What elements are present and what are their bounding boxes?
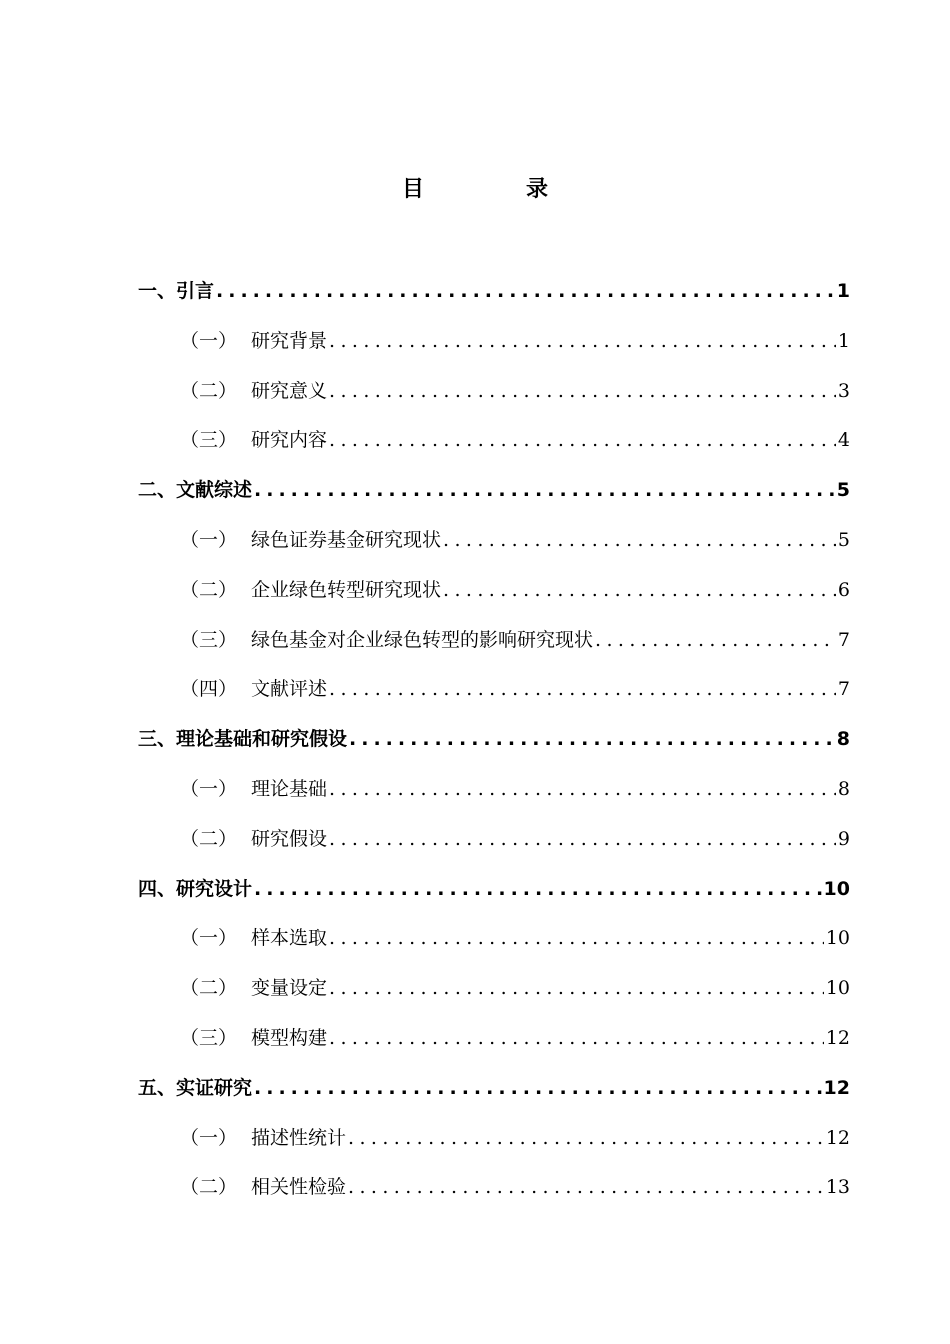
toc-entry-number: （一） (180, 528, 238, 551)
toc-entry-page-number: 12 (823, 1076, 850, 1099)
toc-entry-text: 企业绿色转型研究现状 (251, 578, 442, 601)
toc-entry-text: 绿色证券基金研究现状 (251, 528, 442, 551)
toc-section-entry[interactable] (138, 972, 850, 1022)
toc-entry-page-number: 1 (837, 329, 850, 352)
toc-entry-number: （一） (180, 329, 238, 352)
toc-entry-number: （二） (180, 379, 238, 402)
toc-section-entry[interactable] (138, 673, 850, 723)
toc-entry-number: （二） (180, 578, 238, 601)
toc-section-entry[interactable] (138, 424, 850, 474)
toc-entry-text: 模型构建 (251, 1026, 328, 1049)
dot-leader (254, 873, 822, 905)
toc-entry-number: （一） (180, 1126, 238, 1149)
toc-section-entry[interactable] (138, 823, 850, 873)
toc-entry-number: （四） (180, 678, 238, 701)
toc-entry-number: （三） (180, 1026, 238, 1049)
dot-leader (349, 723, 835, 755)
toc-entry-page-number: 5 (837, 528, 850, 551)
toc-entry-label (180, 424, 327, 456)
dot-leader (216, 275, 835, 307)
toc-entry-page-number: 12 (825, 1126, 850, 1149)
toc-entry-label (180, 325, 327, 357)
toc-entry-text: 绿色基金对企业绿色转型的影响研究现状 (251, 628, 594, 651)
toc-entry-number: （二） (180, 1176, 238, 1199)
toc-section-entry[interactable] (138, 524, 850, 574)
toc-entry-number: （一） (180, 927, 238, 950)
dot-leader (329, 1022, 824, 1054)
toc-entry-number: （二） (180, 827, 238, 850)
dot-leader (329, 375, 836, 407)
toc-entry-text: 相关性检验 (251, 1176, 347, 1199)
toc-entry-text: 一、引言 (138, 280, 215, 302)
toc-entry-label (138, 474, 252, 506)
toc-section-entry[interactable] (138, 375, 850, 425)
toc-entry-page-number: 4 (837, 429, 850, 452)
toc-chapter-entry[interactable] (138, 474, 850, 524)
toc-entry-text: 变量设定 (251, 977, 328, 1000)
toc-entry-text: 研究意义 (251, 379, 328, 402)
toc-list (138, 275, 850, 1221)
toc-entry-page-number: 10 (823, 877, 850, 900)
toc-chapter-entry[interactable] (138, 275, 850, 325)
toc-entry-page-number: 1 (836, 280, 850, 302)
toc-entry-page-number: 10 (825, 927, 850, 950)
toc-entry-text: 研究假设 (251, 827, 328, 850)
toc-entry-page-number: 10 (825, 977, 850, 1000)
dot-leader (329, 773, 836, 805)
toc-entry-text: 二、文献综述 (138, 479, 253, 502)
toc-entry-label (138, 873, 252, 905)
toc-entry-text: 研究背景 (251, 329, 328, 352)
toc-section-entry[interactable] (138, 1122, 850, 1172)
toc-chapter-entry[interactable] (138, 723, 850, 773)
toc-entry-label (180, 972, 327, 1004)
toc-entry-text: 四、研究设计 (138, 877, 253, 900)
toc-entry-label (180, 922, 327, 954)
toc-entry-label (138, 723, 347, 755)
dot-leader (329, 972, 824, 1004)
toc-entry-page-number: 8 (837, 777, 850, 800)
toc-entry-number: （二） (180, 977, 238, 1000)
toc-entry-label (180, 773, 327, 805)
toc-entry-number: （一） (180, 777, 238, 800)
toc-entry-page-number: 6 (837, 578, 850, 601)
toc-section-entry[interactable] (138, 773, 850, 823)
dot-leader (329, 823, 836, 855)
toc-entry-label (180, 823, 327, 855)
toc-entry-label (180, 1171, 346, 1203)
toc-entry-page-number: 5 (836, 479, 850, 502)
toc-section-entry[interactable] (138, 1171, 850, 1221)
toc-entry-page-number: 3 (837, 379, 850, 402)
toc-entry-text: 文献评述 (251, 678, 328, 701)
toc-section-entry[interactable] (138, 1022, 850, 1072)
toc-entry-label (180, 375, 327, 407)
toc-entry-page-number: 9 (837, 827, 850, 850)
toc-section-entry[interactable] (138, 325, 850, 375)
toc-entry-label (138, 1072, 252, 1104)
toc-title: 目 录 (401, 177, 588, 202)
toc-entry-text: 研究内容 (251, 429, 328, 452)
toc-entry-text: 描述性统计 (251, 1126, 347, 1149)
toc-entry-number: （三） (180, 628, 238, 651)
toc-entry-text: 样本选取 (251, 927, 328, 950)
dot-leader (443, 524, 836, 556)
toc-entry-page-number: 8 (836, 728, 850, 751)
toc-entry-page-number: 7 (837, 678, 850, 701)
toc-entry-text: 五、实证研究 (138, 1076, 253, 1099)
toc-entry-label (180, 1022, 327, 1054)
dot-leader (329, 424, 836, 456)
toc-entry-number: （三） (180, 429, 238, 452)
toc-entry-label (180, 624, 593, 656)
dot-leader (329, 922, 824, 954)
toc-entry-page-number: 12 (825, 1026, 850, 1049)
toc-entry-page-number: 7 (837, 628, 850, 651)
dot-leader (254, 1072, 822, 1104)
dot-leader (595, 624, 836, 656)
toc-section-entry[interactable] (138, 624, 850, 674)
dot-leader (443, 574, 836, 606)
toc-entry-page-number: 13 (825, 1176, 850, 1199)
dot-leader (329, 673, 836, 705)
toc-section-entry[interactable] (138, 922, 850, 972)
dot-leader (254, 474, 835, 506)
toc-entry-label (180, 1122, 346, 1154)
toc-section-entry[interactable] (138, 574, 850, 624)
toc-entry-label (180, 524, 441, 556)
toc-entry-label (180, 574, 441, 606)
toc-chapter-entry[interactable] (138, 1072, 850, 1122)
dot-leader (348, 1122, 824, 1154)
dot-leader (329, 325, 836, 357)
toc-entry-text: 三、理论基础和研究假设 (138, 728, 348, 751)
toc-entry-label (180, 673, 327, 705)
toc-chapter-entry[interactable] (138, 873, 850, 923)
dot-leader (348, 1171, 824, 1203)
toc-entry-label (138, 275, 214, 307)
toc-entry-text: 理论基础 (251, 777, 328, 800)
